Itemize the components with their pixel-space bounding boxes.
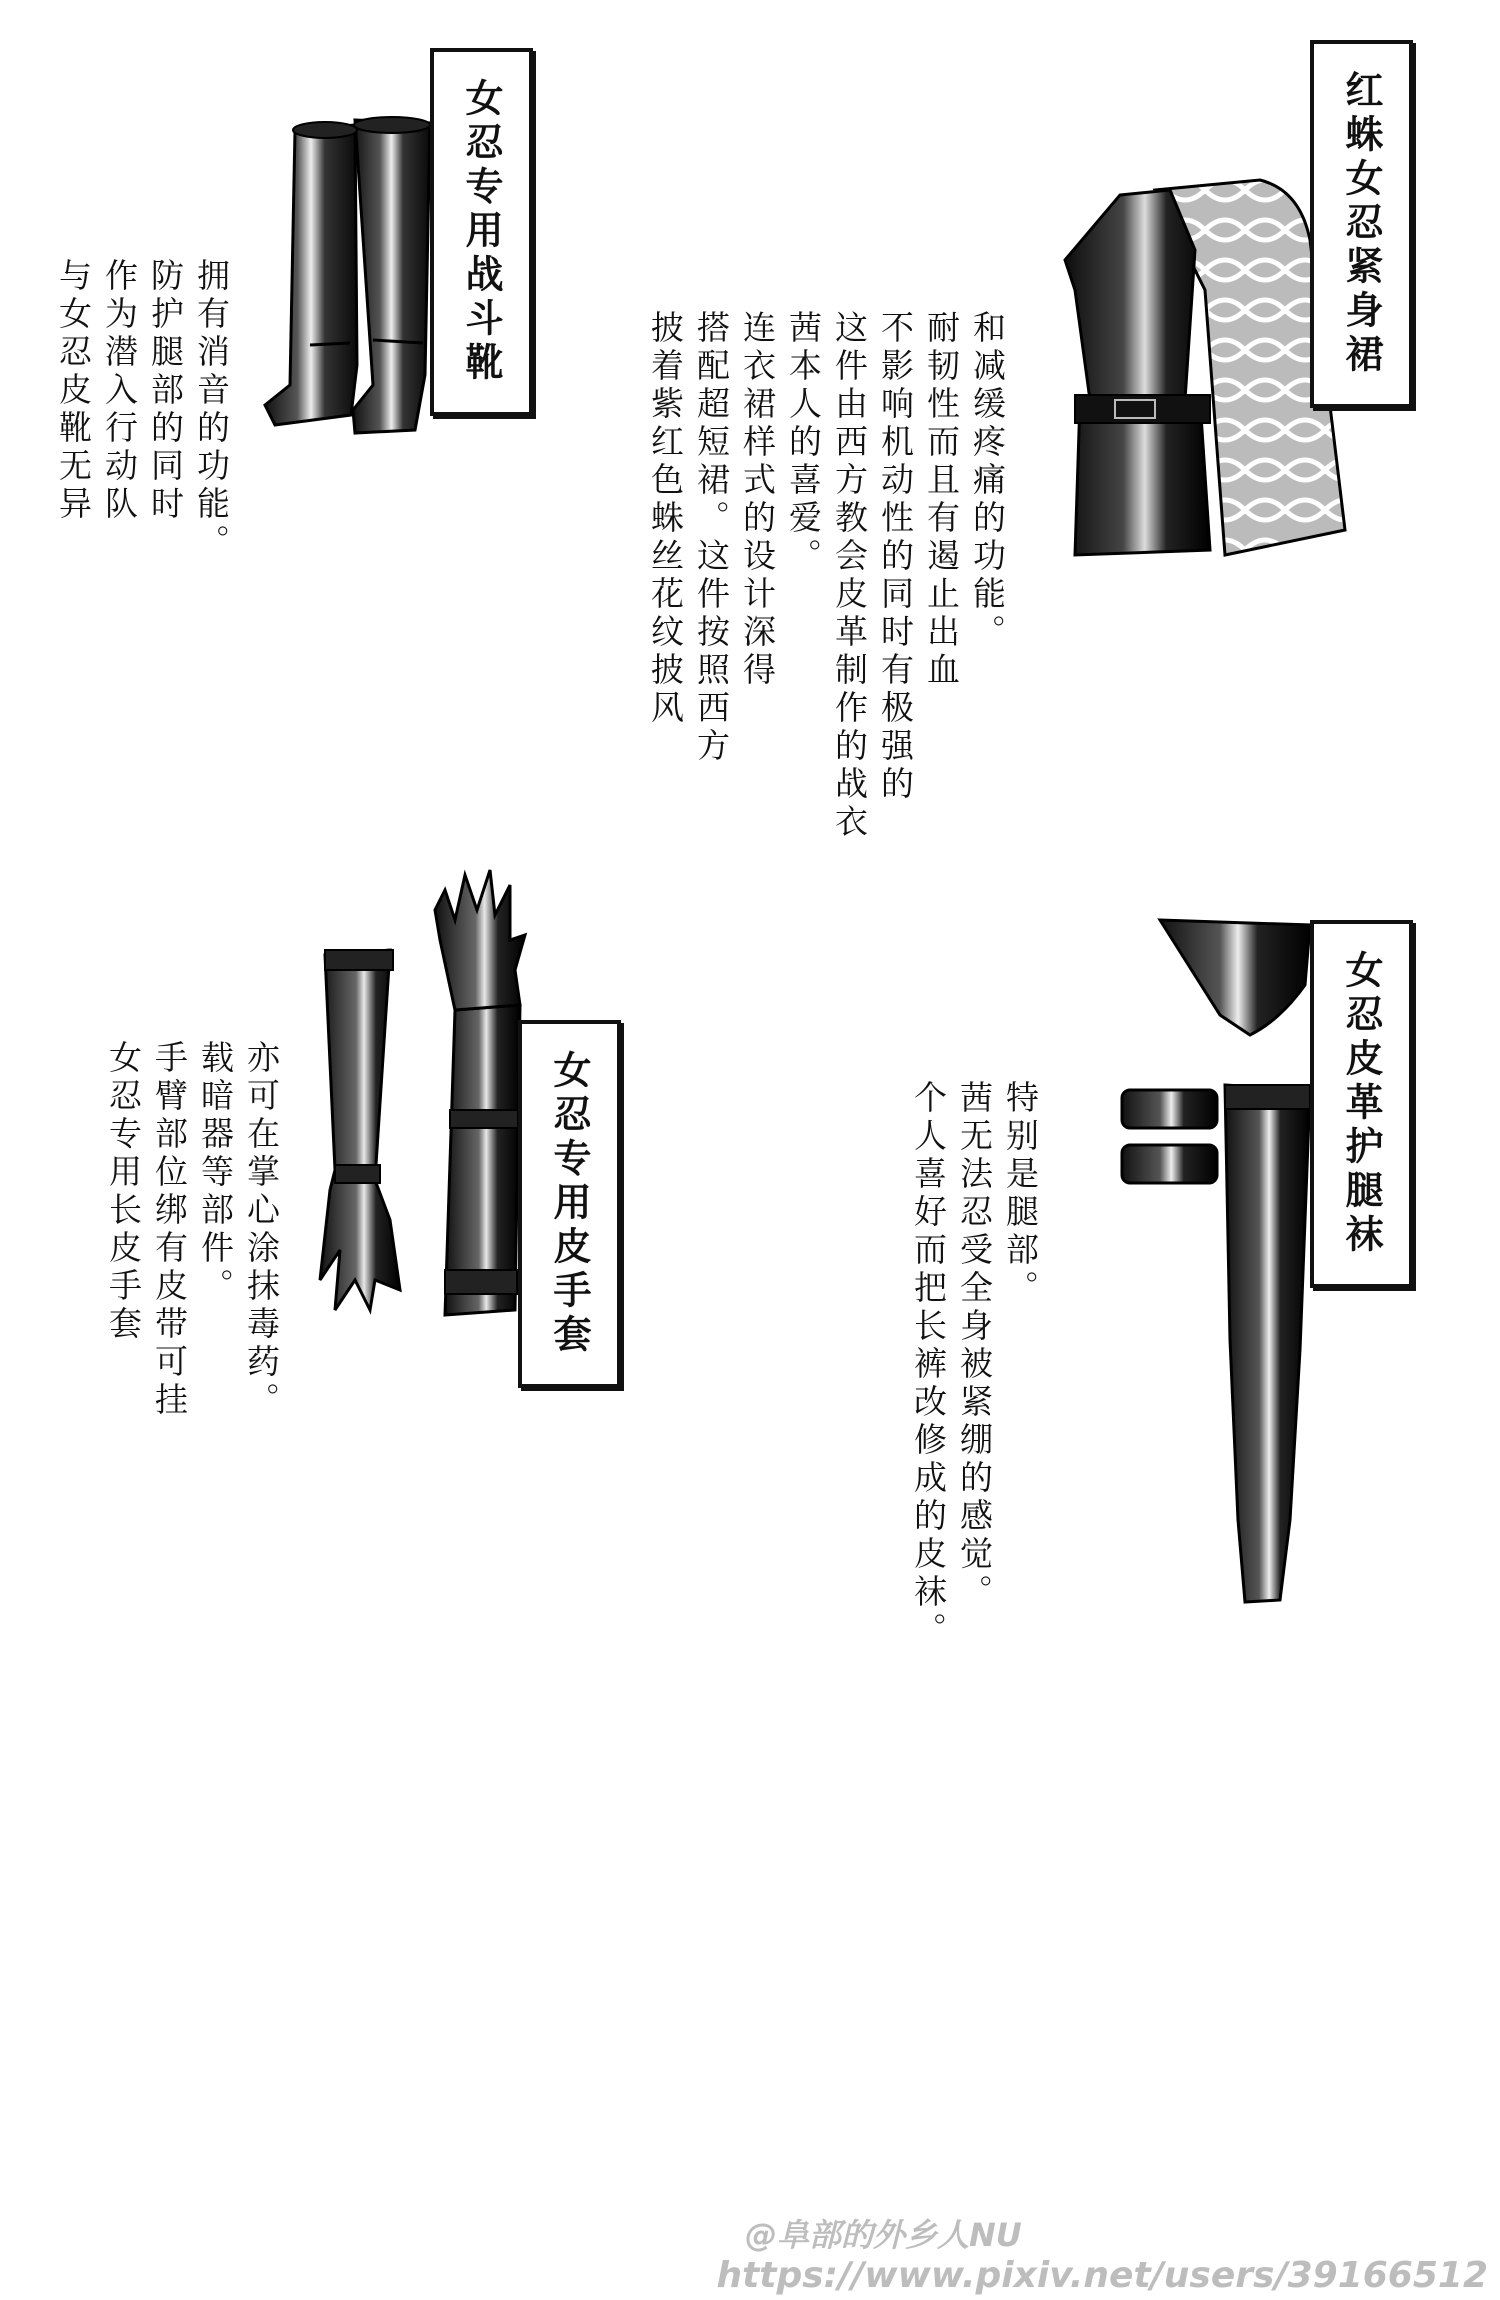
bodysuit-dress-illustration: [1045, 170, 1355, 560]
stockings-illustration: [1120, 920, 1320, 1610]
gloves-label: 女忍专用皮手套: [547, 1050, 591, 1358]
watermark-url: https://www.pixiv.net/users/39166512: [716, 2255, 1488, 2296]
boots-label: 女忍专用战斗靴: [459, 78, 503, 386]
watermark-author: @阜部的外乡人NU: [745, 2216, 1022, 2254]
gloves-illustration: [295, 870, 545, 1350]
stockings-description: 特别是腿部。 茜无法忍受全身被紧绷的感觉。 个人喜好而把长裤改修成的皮袜。: [909, 1080, 1040, 1650]
boots-description: 拥有消音的功能。 防护腿部的同时 作为潜入行动队 与女忍皮靴无异: [54, 258, 231, 562]
boots-illustration: [255, 115, 435, 440]
gloves-description: 亦可在掌心涂抹毒药。 载暗器等部件。 手臂部位绑有皮带可挂 女忍专用长皮手套: [104, 1040, 281, 1420]
gloves-label-box: [518, 1020, 621, 1388]
boots-label-box: [430, 48, 533, 416]
dress-description: 和减缓疼痛的功能。 耐韧性而且有遏止出血 不影响机动性的同时有极强的 这件由西方教会皮革制作的战衣 茜本人的喜爱。 连衣裙样式的设计深得 搭配超短裙。这件按照西方 披着紫红色蛛丝花纹披风: [646, 310, 1007, 842]
stockings-label-box: [1310, 920, 1413, 1288]
stockings-label: 女忍皮革护腿袜: [1339, 950, 1383, 1258]
dress-label: 红蛛女忍紧身裙: [1339, 70, 1383, 378]
dress-label-box: [1310, 40, 1413, 408]
